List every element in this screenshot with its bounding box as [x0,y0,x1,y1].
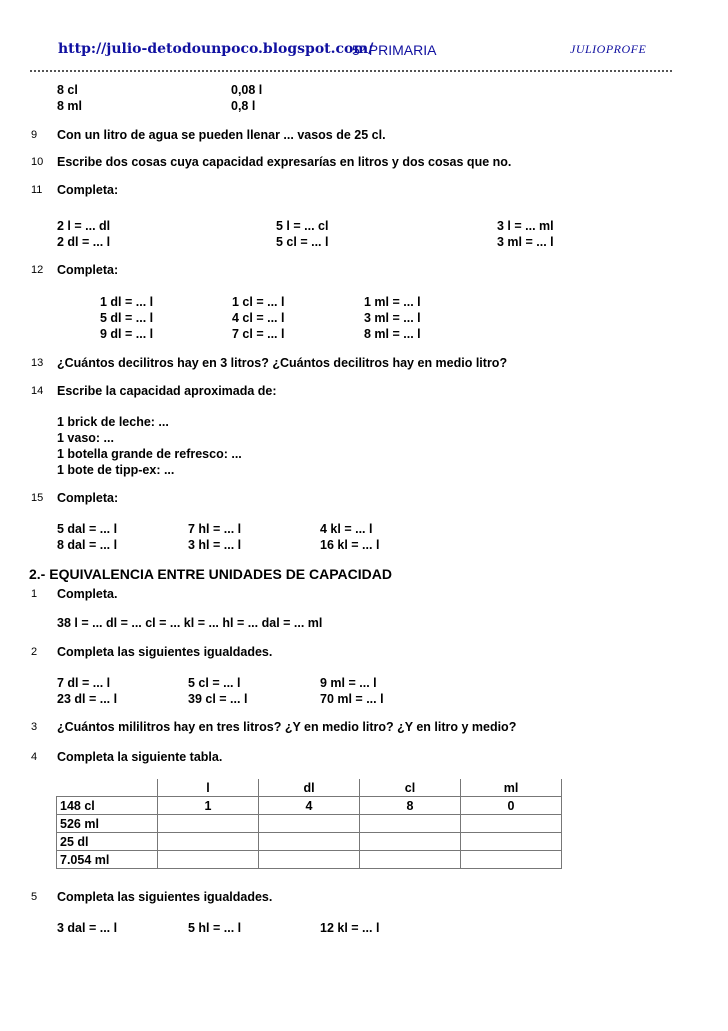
conversion-table [56,779,562,869]
s2-question-5-text: Completa las siguientes igualdades. [57,890,273,904]
q14-item-3: 1 botella grande de refresco: ... [57,447,242,461]
q14-item-4: 1 bote de tipp-ex: ... [57,463,175,477]
q15-r1-c2: 7 hl = ... l [188,522,242,536]
table-cell [360,815,461,833]
q12-r2-c3: 3 ml = ... l [364,311,421,325]
question-12-number: 12 [31,264,44,276]
header-divider [30,70,672,72]
table-cell [360,833,461,851]
table-row [57,815,562,833]
table-cell: 25 dl [57,833,158,851]
table-row [57,851,562,869]
s2-question-3-number: 3 [31,721,38,733]
table-row [57,797,562,815]
top-line-2-right: 0,8 l [231,99,256,113]
header-author: JULIOPROFE [570,42,647,56]
question-13-number: 13 [31,357,44,369]
q11-r2-c1: 2 dl = ... l [57,235,111,249]
table-cell [259,833,360,851]
table-cell: 526 ml [57,815,158,833]
q11-r1-c2: 5 l = ... cl [276,219,329,233]
question-11-text: Completa: [57,183,119,197]
q12-r3-c1: 9 dl = ... l [100,327,154,341]
header-url-link[interactable]: http://julio-detodounpoco.blogspot.com/ [58,41,374,57]
table-header-empty [57,779,158,797]
table-cell: 7.054 ml [57,851,158,869]
q11-r1-c3: 3 l = ... ml [497,219,554,233]
q12-r1-c1: 1 dl = ... l [100,295,154,309]
table-cell [158,851,259,869]
question-10-number: 10 [31,156,44,168]
top-line-1-right: 0,08 l [231,83,263,97]
table-cell [158,833,259,851]
question-9-text: Con un litro de agua se pueden llenar ... vasos de 25 cl. [57,128,386,142]
question-14-text: Escribe la capacidad aproximada de: [57,384,277,398]
s2-question-2-number: 2 [31,646,38,658]
top-line-1-left: 8 cl [57,83,78,97]
question-10-text: Escribe dos cosas cuya capacidad expresarías en litros y dos cosas que no. [57,155,512,169]
table-header-dl: dl [259,779,360,797]
s2-q5-r1-c1: 3 dal = ... l [57,921,118,935]
table-header-l: l [158,779,259,797]
q12-r3-c2: 7 cl = ... l [232,327,285,341]
question-9-number: 9 [31,129,38,141]
s2-question-2-text: Completa las siguientes igualdades. [57,645,273,659]
table-cell: 8 [360,797,461,815]
table-cell: 1 [158,797,259,815]
question-11-number: 11 [31,184,43,196]
header-grade: 5º PRIMARIA [352,42,437,58]
s2-q2-r2-c2: 39 cl = ... l [188,692,248,706]
table-header-ml: ml [461,779,562,797]
q15-r2-c2: 3 hl = ... l [188,538,242,552]
q12-r3-c3: 8 ml = ... l [364,327,421,341]
table-cell: 0 [461,797,562,815]
table-row [57,833,562,851]
s2-q5-r1-c3: 12 kl = ... l [320,921,380,935]
question-13-text: ¿Cuántos decilitros hay en 3 litros? ¿Cuántos decilitros hay en medio litro? [57,356,508,370]
q11-r2-c3: 3 ml = ... l [497,235,554,249]
q15-r2-c1: 8 dal = ... l [57,538,118,552]
q11-r2-c2: 5 cl = ... l [276,235,329,249]
table-cell: 4 [259,797,360,815]
q15-r2-c3: 16 kl = ... l [320,538,380,552]
question-15-text: Completa: [57,491,119,505]
q14-item-1: 1 brick de leche: ... [57,415,169,429]
q15-r1-c1: 5 dal = ... l [57,522,118,536]
s2-q2-r1-c1: 7 dl = ... l [57,676,111,690]
q12-r1-c3: 1 ml = ... l [364,295,421,309]
s2-q2-r2-c3: 70 ml = ... l [320,692,384,706]
q15-r1-c3: 4 kl = ... l [320,522,373,536]
question-12-text: Completa: [57,263,119,277]
top-line-2-left: 8 ml [57,99,83,113]
table-cell [461,815,562,833]
s2-question-4-text: Completa la siguiente tabla. [57,750,223,764]
table-cell [461,851,562,869]
table-cell [158,815,259,833]
table-header-cl: cl [360,779,461,797]
s2-q2-r1-c2: 5 cl = ... l [188,676,241,690]
table-cell [461,833,562,851]
s2-q2-r1-c3: 9 ml = ... l [320,676,377,690]
q12-r2-c2: 4 cl = ... l [232,311,285,325]
s2-q1-equation: 38 l = ... dl = ... cl = ... kl = ... hl = ... dal = ... ml [57,616,323,630]
table-cell [360,851,461,869]
s2-question-3-text: ¿Cuántos mililitros hay en tres litros? ¿Y en medio litro? ¿Y en litro y medio? [57,720,517,734]
question-15-number: 15 [31,492,44,504]
table-cell: 148 cl [57,797,158,815]
s2-question-5-number: 5 [31,891,38,903]
section-2-title: 2.- EQUIVALENCIA ENTRE UNIDADES DE CAPACIDAD [29,566,392,582]
s2-q2-r2-c1: 23 dl = ... l [57,692,118,706]
table-header-row [57,779,562,797]
question-14-number: 14 [31,385,44,397]
q12-r1-c2: 1 cl = ... l [232,295,285,309]
table-cell [259,815,360,833]
q11-r1-c1: 2 l = ... dl [57,219,111,233]
table-cell [259,851,360,869]
s2-q5-r1-c2: 5 hl = ... l [188,921,242,935]
s2-question-1-text: Completa. [57,587,118,601]
q12-r2-c1: 5 dl = ... l [100,311,154,325]
s2-question-1-number: 1 [31,588,38,600]
q14-item-2: 1 vaso: ... [57,431,114,445]
s2-question-4-number: 4 [31,751,38,763]
